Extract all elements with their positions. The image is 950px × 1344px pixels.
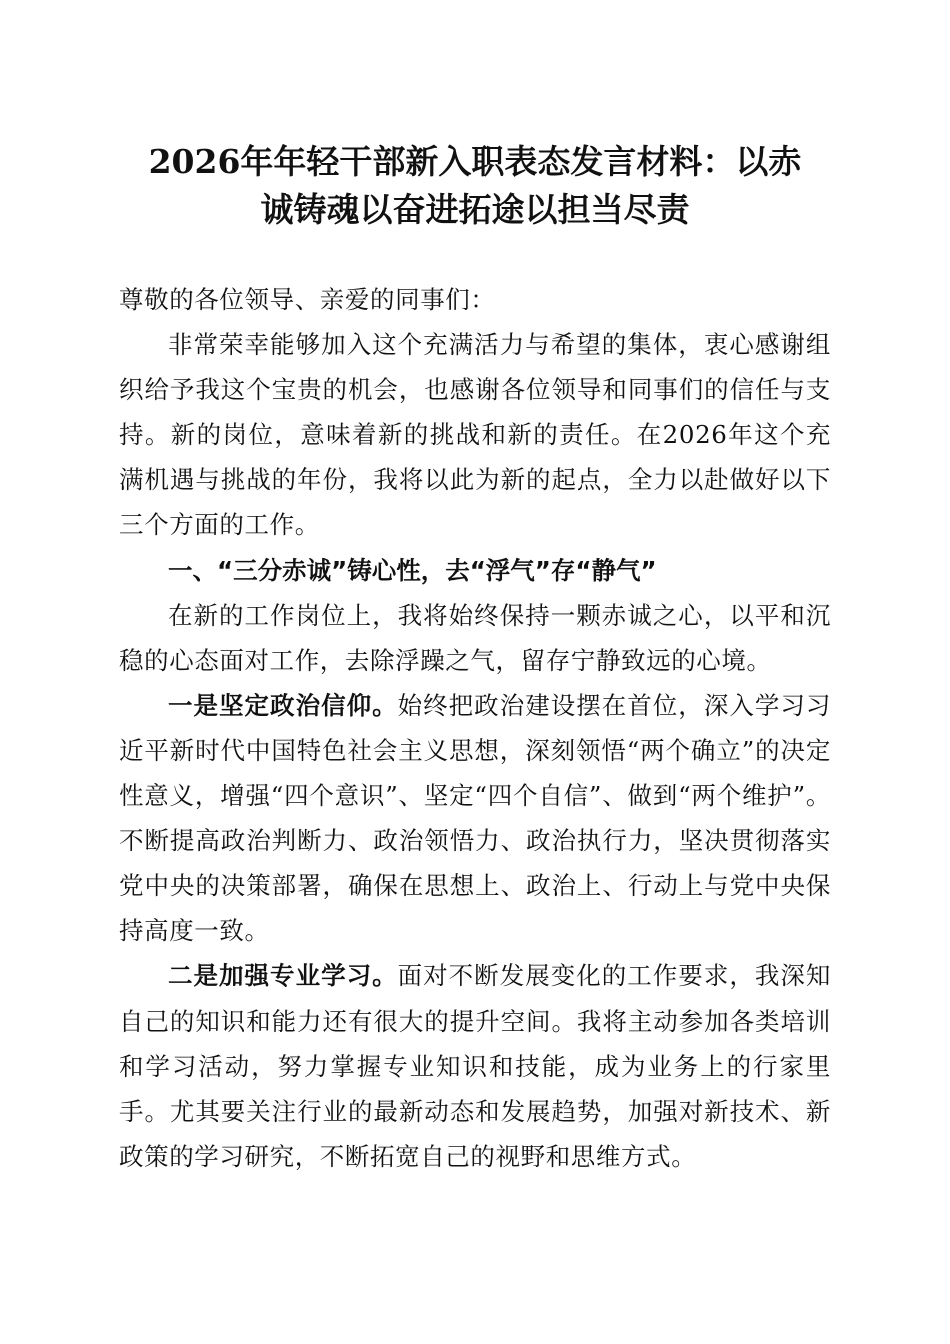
section-1-heading: 一、“三分赤诚”铸心性，去“浮气”存“静气” [168,555,657,585]
document-body [119,277,831,1179]
point-2-lead: 二是加强专业学习。 [168,961,398,991]
document-title [100,138,850,234]
point-1-lead: 一是坚定政治信仰。 [168,690,398,720]
point-1-text: 始终把政治建设摆在首位，深入学习习近平新时代中国特色社会主义思想，深刻领悟“两个确立”的决定性意义，增强“四个意识”、坚定“四个自信”、做到“两个维护”。不断提高政治判断力、政治领悟力、政治执行力，坚决贯彻落实党中央的决策部署，确保在思想上、政治上、行动上与党中央保持高度一致。 [119,690,831,946]
title-line-2: 诚铸魂以奋进拓途以担当尽责 [260,190,690,229]
intro-paragraph: 非常荣幸能够加入这个充满活力与希望的集体，衷心感谢组织给予我这个宝贵的机会，也感谢各位领导和同事们的信任与支持。新的岗位，意味着新的挑战和新的责任。在2026年这个充满机遇与挑战的年份，我将以此为新的起点，全力以赴做好以下三个方面的工作。 [119,330,831,540]
section-1-intro: 在新的工作岗位上，我将始终保持一颗赤诚之心，以平和沉稳的心态面对工作，去除浮躁之气，留存宁静致远的心境。 [119,600,831,675]
point-2-paragraph [119,953,831,1178]
point-2-text: 面对不断发展变化的工作要求，我深知自己的知识和能力还有很大的提升空间。我将主动参加各类培训和学习活动，努力掌握专业知识和技能，成为业务上的行家里手。尤其要关注行业的最新动态和发展趋势，加强对新技术、新政策的学习研究，不断拓宽自己的视野和思维方式。 [119,961,831,1171]
point-1-paragraph [119,683,831,954]
salutation: 尊敬的各位领导、亲爱的同事们： [119,285,496,314]
title-line-1: 2026年年轻干部新入职表态发言材料：以赤 [148,142,802,181]
